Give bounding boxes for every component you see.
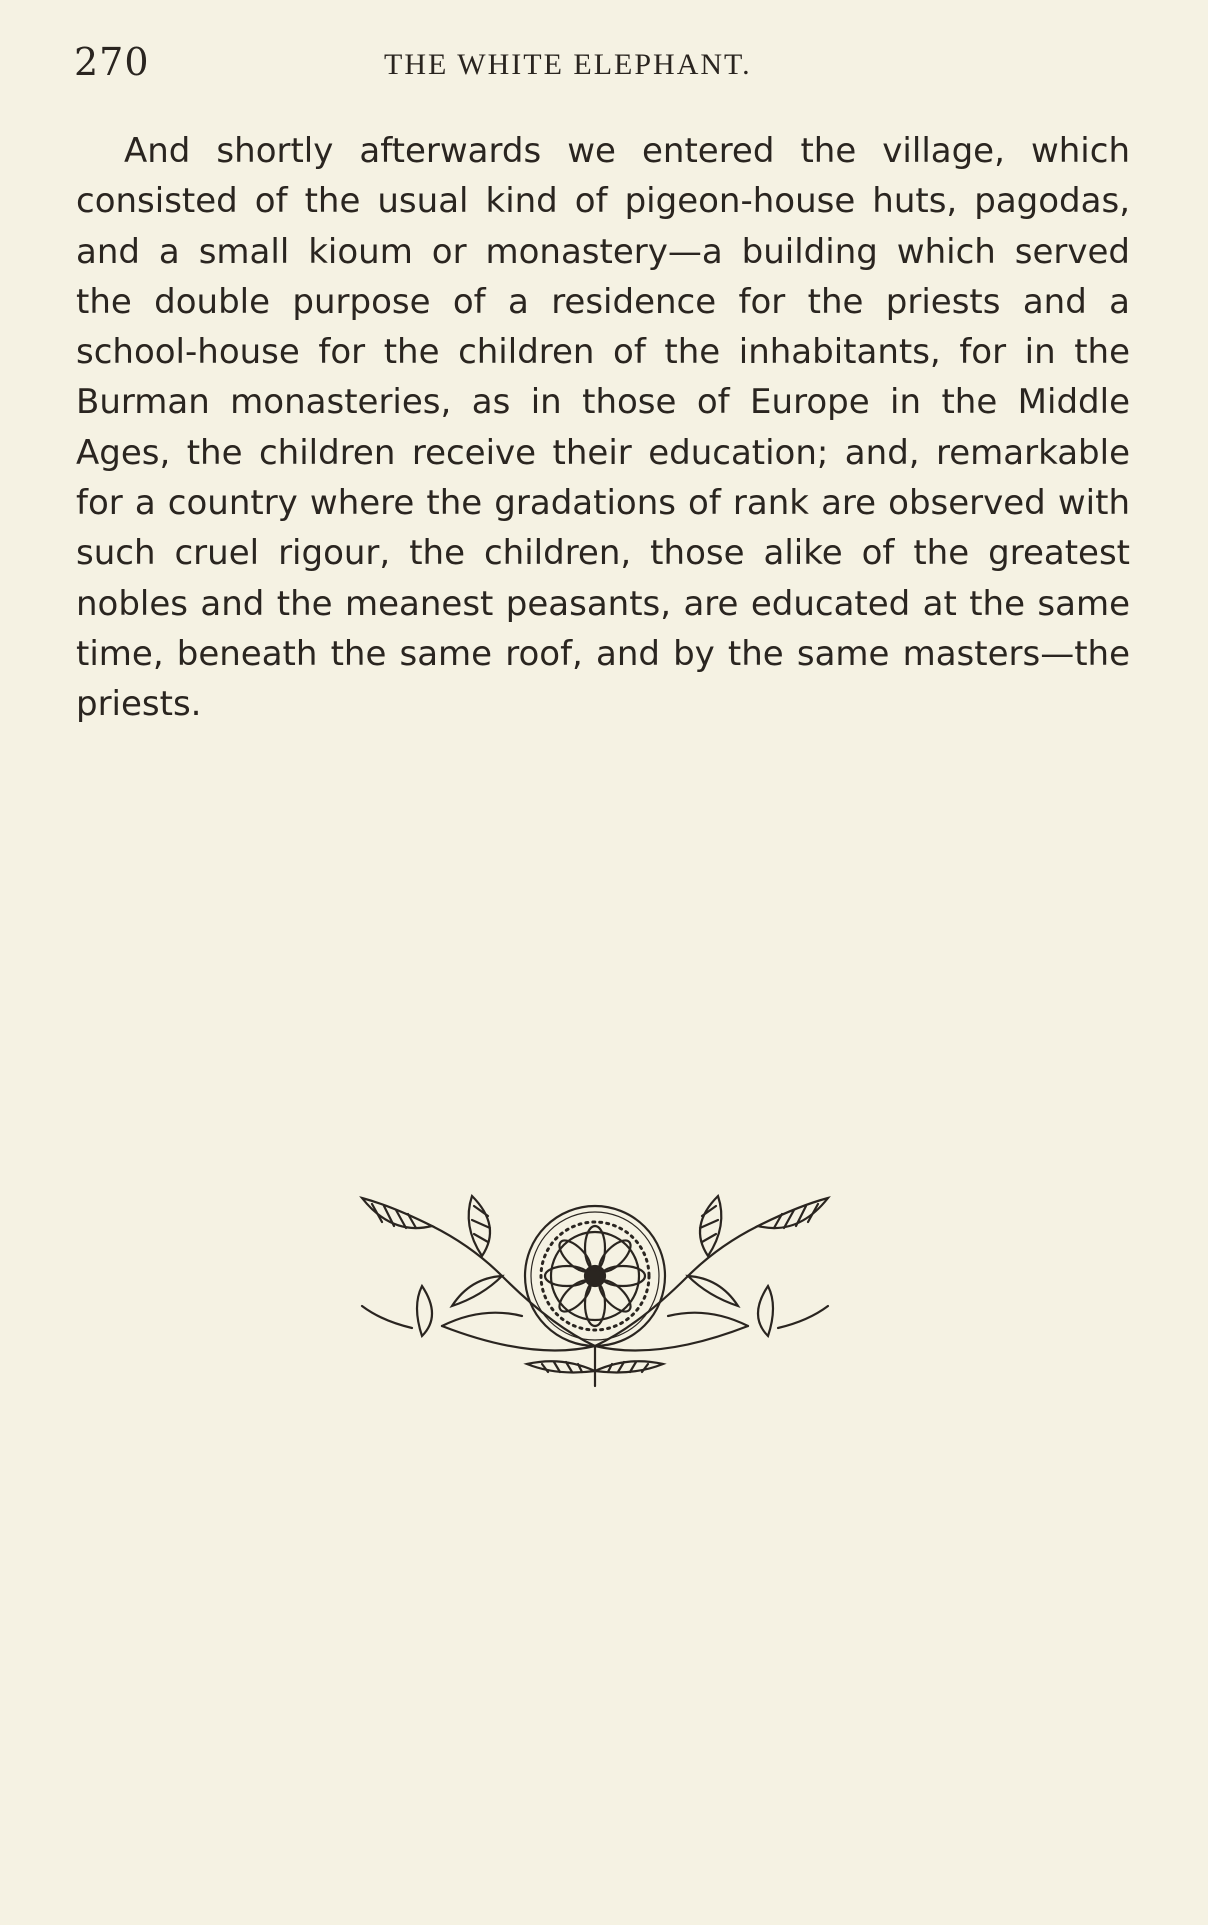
running-title: THE WHITE ELEPHANT. xyxy=(384,48,752,81)
running-head xyxy=(74,40,1134,90)
page-number: 270 xyxy=(74,40,150,84)
floral-tailpiece-icon xyxy=(352,1186,838,1392)
body-paragraph: And shortly afterwards we entered the village, which consisted of the usual kind of pigeon-house huts, pagodas, and a small kioum or monastery—a building which served the double purpose of a residence for the priests and a school-house for the children of the inhabitants, for in the Burman monasteries, as in those of Europe in the Middle Ages, the children receive their education; and, remarkable for a country where the gradations of rank are observed with such cruel rigour, the children, those alike of the greatest nobles and the meanest peasants, are educated at the same time, beneath the same roof, and by the same masters—the priests. xyxy=(76,131,1130,725)
